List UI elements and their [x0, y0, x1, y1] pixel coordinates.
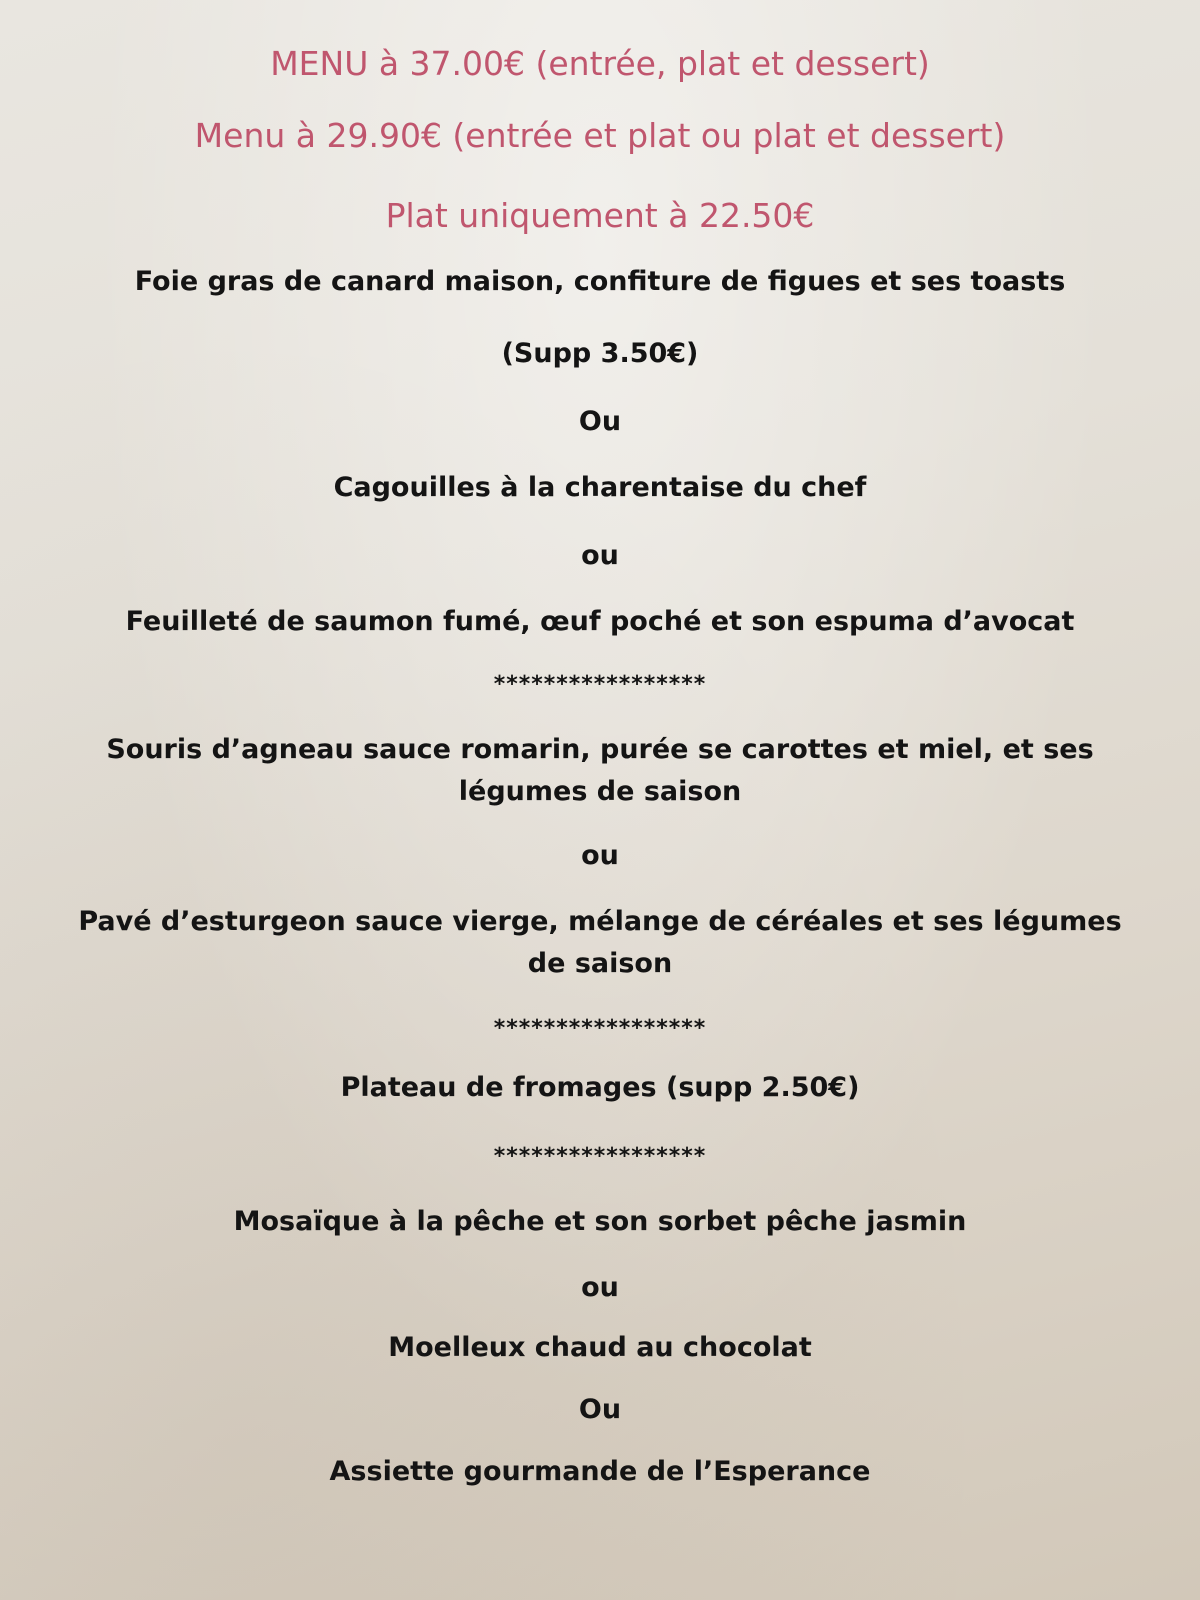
plat-pave-esturgeon-line1: Pavé d’esturgeon sauce vierge, mélange de céréales et ses légumes [78, 906, 1122, 937]
entree-cagouilles: Cagouilles à la charentaise du chef [333, 472, 867, 503]
or-separator: ou [581, 840, 619, 871]
entree-foie-gras: Foie gras de canard maison, confiture de figues et ses toasts [134, 266, 1066, 297]
dessert-moelleux: Moelleux chaud au chocolat [388, 1332, 812, 1363]
dessert-mosaique: Mosaïque à la pêche et son sorbet pêche jasmin [233, 1206, 967, 1237]
course-separator: ***************** [493, 1016, 707, 1041]
menu-full-price: MENU à 37.00€ (entrée, plat et dessert) [270, 44, 930, 83]
plat-only-price: Plat uniquement à 22.50€ [385, 196, 815, 235]
fromage-plateau: Plateau de fromages (supp 2.50€) [340, 1072, 860, 1103]
dessert-assiette-gourmande: Assiette gourmande de l’Esperance [329, 1456, 871, 1487]
course-separator: ***************** [493, 672, 707, 697]
or-separator: ou [581, 540, 619, 571]
or-separator: ou [581, 1272, 619, 1303]
or-separator: Ou [578, 1394, 622, 1425]
or-separator: Ou [578, 406, 622, 437]
menu-two-course-price: Menu à 29.90€ (entrée et plat ou plat et dessert) [194, 116, 1006, 155]
plat-souris-agneau-line2: légumes de saison [458, 776, 742, 807]
plat-pave-esturgeon-line2: de saison [527, 948, 673, 979]
entree-feuillete: Feuilleté de saumon fumé, œuf poché et son espuma d’avocat [125, 606, 1075, 637]
entree-foie-gras-supplement: (Supp 3.50€) [501, 338, 699, 369]
plat-souris-agneau-line1: Souris d’agneau sauce romarin, purée se carottes et miel, et ses [106, 734, 1094, 765]
course-separator: ***************** [493, 1144, 707, 1169]
